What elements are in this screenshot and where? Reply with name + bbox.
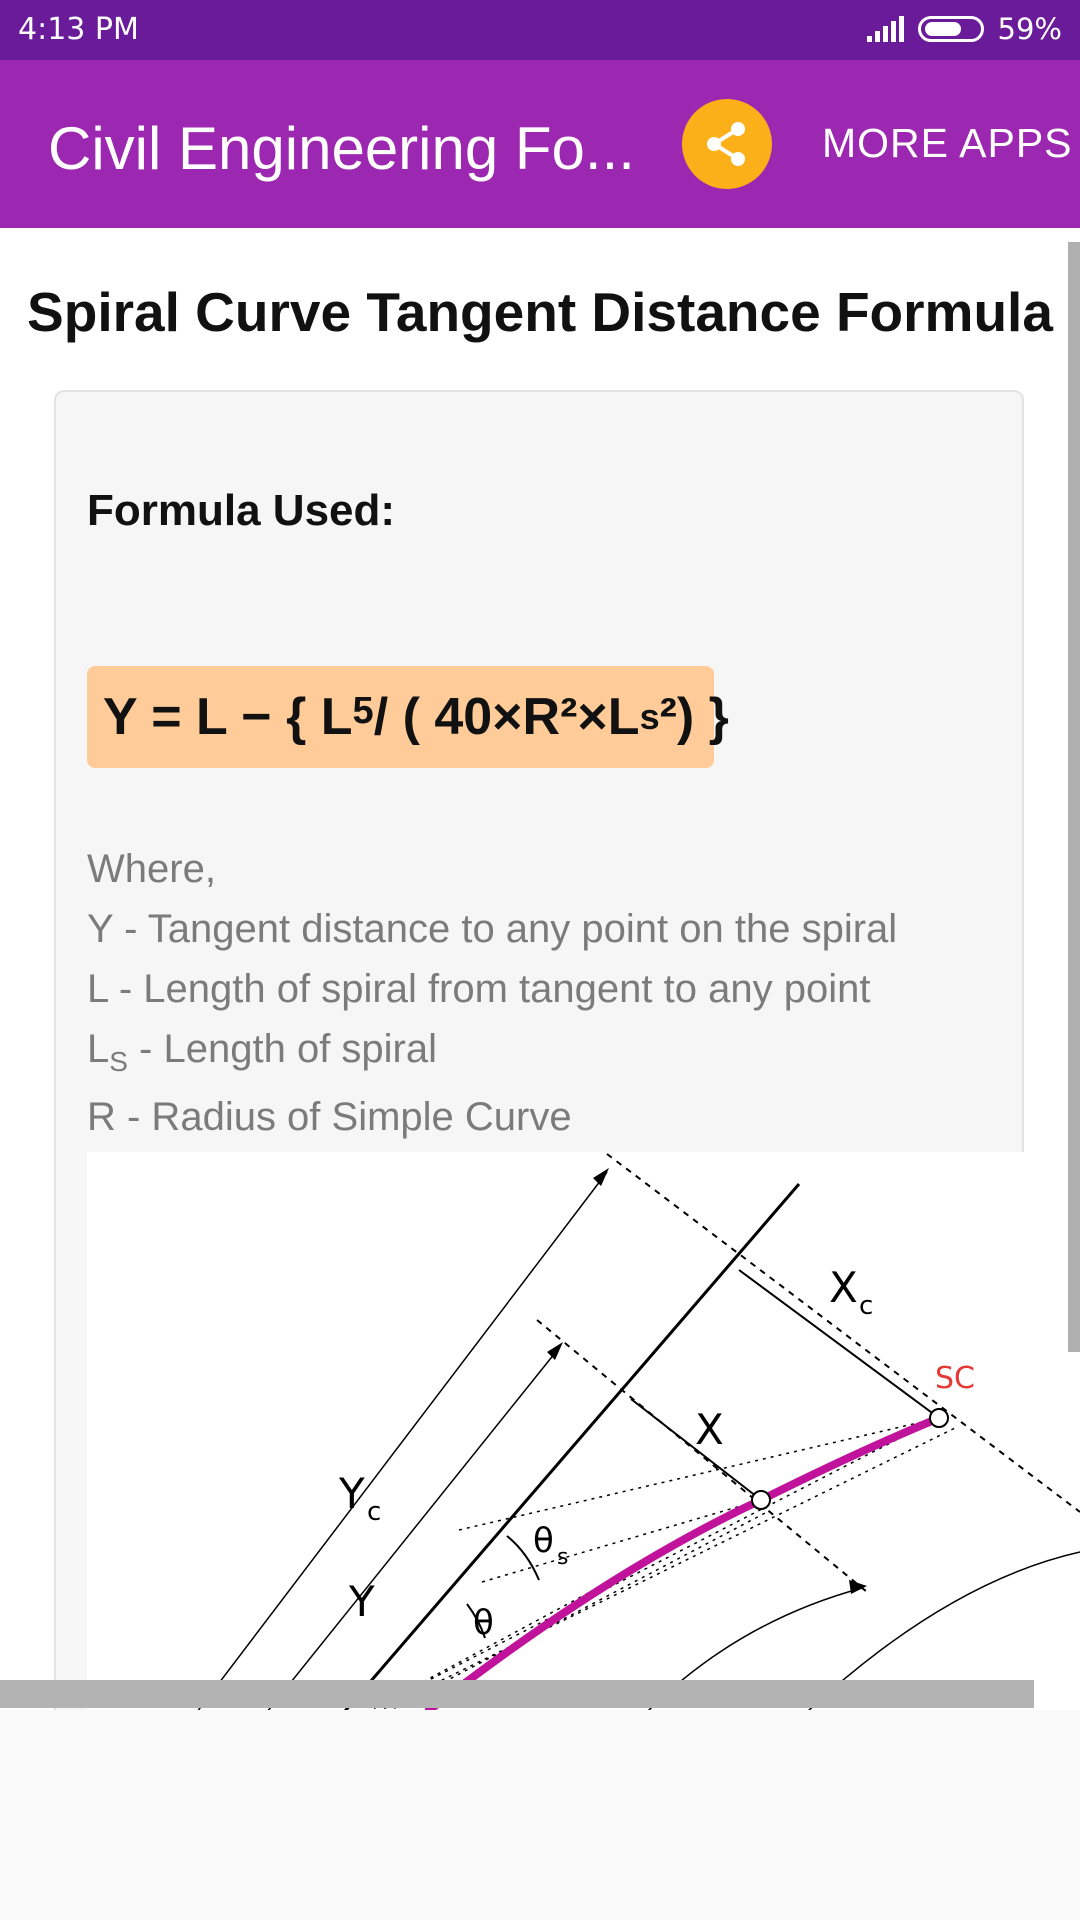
more-apps-button[interactable]: MORE APPS <box>822 120 1073 166</box>
xc-label: X <box>829 1263 858 1312</box>
app-title: Civil Engineering Fo... <box>48 115 635 182</box>
y-definition: Y - Tangent distance to any point on the spiral <box>87 907 898 951</box>
status-bar <box>0 0 1080 60</box>
battery-percent: 59% <box>997 12 1062 46</box>
sc-label: SC <box>935 1361 975 1396</box>
formula-box <box>87 666 729 768</box>
formula-label: Formula Used: <box>87 486 396 535</box>
status-time: 4:13 PM <box>18 12 139 47</box>
theta-label: θ <box>473 1603 494 1643</box>
app-bar <box>0 60 1080 228</box>
formula-part1: Y = L − { L <box>103 688 353 746</box>
yc-sub-label: c <box>367 1497 382 1527</box>
theta-s-sub-label: s <box>557 1545 569 1570</box>
r-definition: R - Radius of Simple Curve <box>87 1095 572 1139</box>
formula-part3: ²) } <box>659 688 729 746</box>
theta-s-label: θ <box>533 1521 554 1561</box>
xc-sub-label: c <box>859 1291 874 1321</box>
vertical-scrollbar[interactable] <box>1068 242 1080 1352</box>
yc-label: Y <box>339 1469 365 1518</box>
y-label: Y <box>349 1577 375 1626</box>
spiral-curve-diagram <box>87 1152 1080 1710</box>
bottom-area <box>0 1710 1080 1920</box>
x-label: X <box>695 1405 724 1454</box>
horizontal-scrollbar[interactable] <box>0 1680 1034 1708</box>
ls-definition <box>87 1027 437 1078</box>
share-button[interactable] <box>682 99 772 189</box>
formula-subscript: s <box>639 696 660 737</box>
page-title: Spiral Curve Tangent Distance Formula <box>27 281 1053 343</box>
diagram-svg <box>87 1152 1080 1710</box>
status-right <box>867 12 1062 46</box>
formula-exponent: 5 <box>352 689 374 732</box>
where-text: Where, <box>87 847 216 891</box>
content-area[interactable] <box>0 228 1080 1710</box>
ls-text: - Length of spiral <box>127 1027 437 1071</box>
signal-icon <box>867 16 904 42</box>
ls-subscript: S <box>109 1046 128 1077</box>
battery-icon <box>918 16 984 42</box>
l-definition: L - Length of spiral from tangent to any point <box>87 967 871 1011</box>
formula-part2: / ( 40×R²×L <box>373 688 640 746</box>
share-icon <box>702 119 752 169</box>
ls-symbol: L <box>87 1027 110 1071</box>
